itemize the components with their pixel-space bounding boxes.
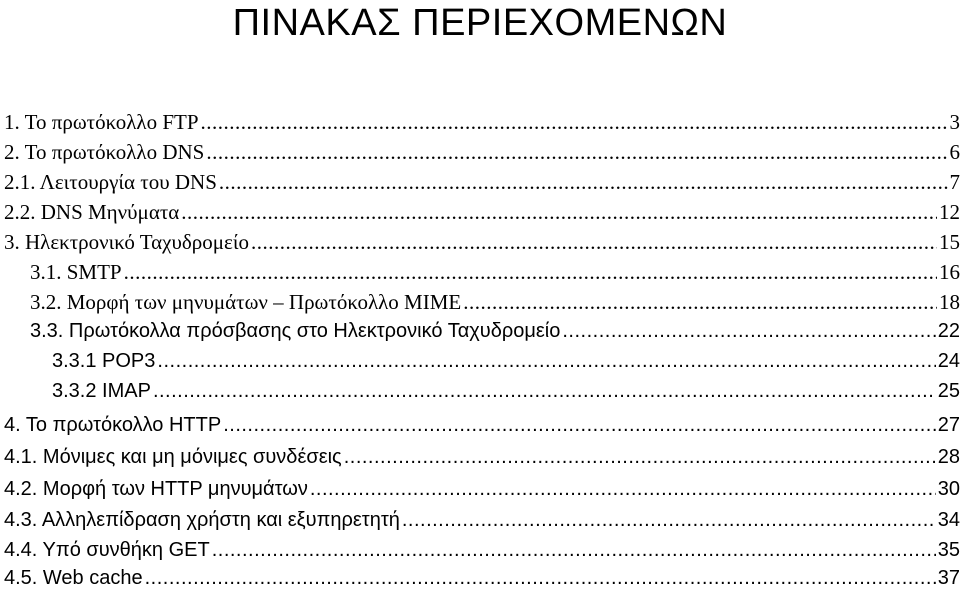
toc-entry-label: 2. Το πρωτόκολλο DNS: [4, 140, 205, 164]
toc-entry-page: 12: [939, 200, 960, 224]
toc-entry[interactable]: [30, 320, 960, 344]
toc-entry-label: 4.2. Μορφή των HTTP μηνυμάτων: [4, 478, 308, 500]
toc-dot-leader: [402, 509, 936, 532]
toc-entry-page: 7: [949, 170, 960, 194]
toc-entry[interactable]: [30, 290, 960, 314]
toc-entry[interactable]: [30, 260, 960, 284]
toc-entry-label: 4.1. Μόνιμες και μη μόνιμες συνδέσεις: [4, 446, 342, 468]
toc-entry-label: 3.2. Μορφή των μηνυμάτων – Πρωτόκολλο MIME: [30, 290, 462, 314]
toc-entry[interactable]: [52, 380, 960, 404]
toc-entry-page: 15: [939, 230, 960, 254]
toc-entry[interactable]: [4, 509, 960, 533]
toc-entry-page: 27: [937, 414, 960, 436]
toc-entry-page: 3: [949, 110, 960, 134]
toc-dot-leader: [251, 230, 937, 255]
toc-entry-label: 4.5. Web cache: [4, 567, 143, 589]
toc-entry-label: 3. Ηλεκτρονικό Ταχυδρομείο: [4, 230, 250, 254]
toc-entry-page: 24: [937, 350, 960, 372]
toc-entry[interactable]: [52, 350, 960, 374]
toc-dot-leader: [344, 446, 936, 469]
toc-dot-leader: [219, 170, 948, 195]
toc-entry-page: 6: [949, 140, 960, 164]
toc-entry[interactable]: [4, 478, 960, 502]
page-title: ΠΙΝΑΚΑΣ ΠΕΡΙΕΧΟΜΕΝΩΝ: [232, 2, 728, 44]
toc-entry[interactable]: [4, 170, 960, 194]
toc-entry-page: 28: [937, 446, 960, 468]
toc-entry[interactable]: [4, 567, 960, 591]
toc-dot-leader: [206, 140, 947, 165]
toc-entry-label: 2.1. Λειτουργία του DNS: [4, 170, 217, 194]
toc-entry[interactable]: [4, 446, 960, 470]
toc-entry[interactable]: [4, 110, 960, 134]
toc-entry-label: 4.4. Υπό συνθήκη GET: [4, 539, 210, 561]
toc-dot-leader: [463, 290, 937, 315]
toc-dot-leader: [145, 567, 936, 590]
toc-entry-page: 25: [937, 380, 960, 402]
toc-entry[interactable]: [4, 539, 960, 563]
toc-entry-label: 3.3. Πρωτόκολλα πρόσβασης στο Ηλεκτρονικό Ταχυδρομείο: [30, 320, 561, 342]
toc-entry-page: 34: [937, 509, 960, 531]
toc-entry-page: 30: [937, 478, 960, 500]
toc-dot-leader: [562, 320, 935, 343]
toc-entry-label: 4.3. Αλληλεπίδραση χρήστη και εξυπηρετητή: [4, 509, 400, 531]
toc-entry-page: 16: [939, 260, 960, 284]
toc-entry-label: 4. Το πρωτόκολλο HTTP: [4, 414, 222, 436]
toc-entry[interactable]: [4, 200, 960, 224]
toc-entry[interactable]: [4, 414, 960, 438]
toc-entry-page: 18: [939, 290, 960, 314]
toc-entry[interactable]: [4, 230, 960, 254]
toc-entry-page: 37: [937, 567, 960, 589]
toc-entry-page: 35: [937, 539, 960, 561]
toc-dot-leader: [223, 414, 936, 437]
toc-entry-label: 1. Το πρωτόκολλο FTP: [4, 110, 199, 134]
toc-entry-page: 22: [937, 320, 960, 342]
toc-dot-leader: [181, 200, 937, 225]
toc-entry-label: 3.1. SMTP: [30, 260, 122, 284]
toc-entry[interactable]: [4, 140, 960, 164]
toc-dot-leader: [153, 380, 936, 403]
toc-dot-leader: [212, 539, 936, 562]
toc-entry-label: 3.3.2 IMAP: [52, 380, 151, 402]
toc-entry-label: 3.3.1 POP3: [52, 350, 156, 372]
toc-dot-leader: [157, 350, 935, 373]
toc-dot-leader: [124, 260, 937, 285]
toc-dot-leader: [201, 110, 948, 135]
toc-dot-leader: [310, 478, 936, 501]
toc-entry-label: 2.2. DNS Μηνύματα: [4, 200, 180, 224]
